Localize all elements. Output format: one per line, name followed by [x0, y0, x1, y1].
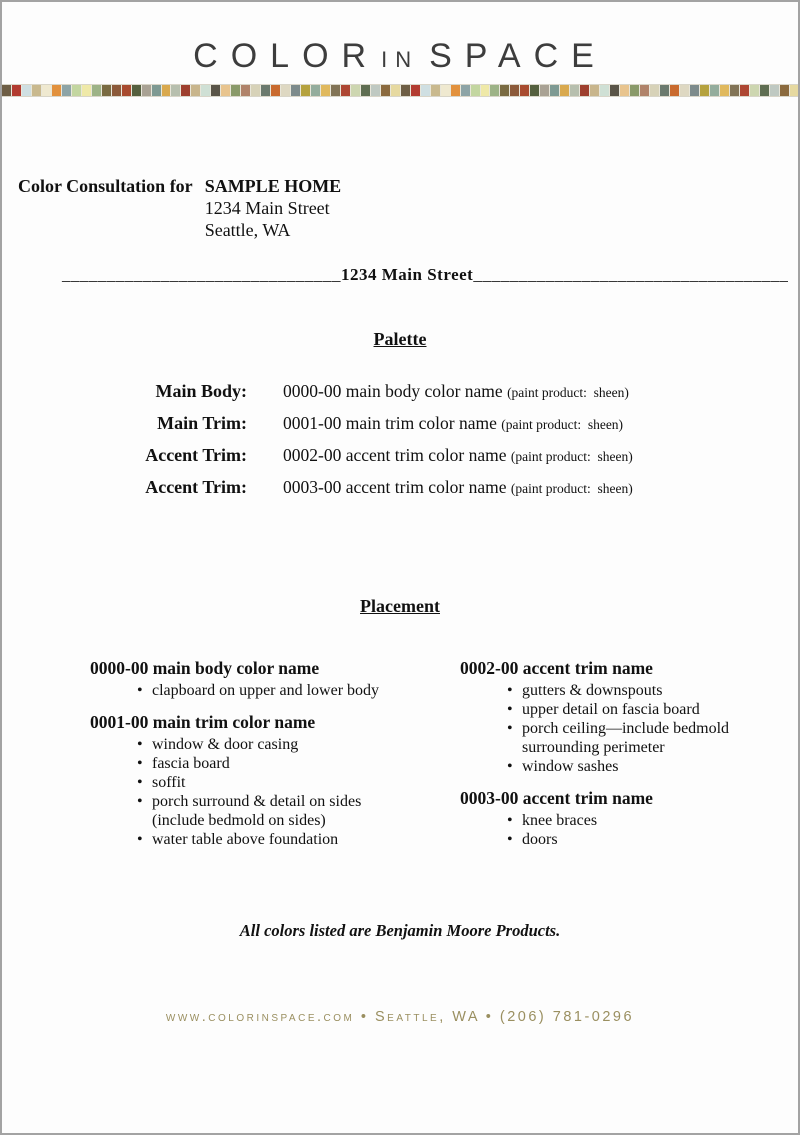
- stripe-tile: [62, 85, 71, 96]
- client-name: SAMPLE HOME: [204, 176, 342, 196]
- stripe-tile: [331, 85, 340, 96]
- stripe-tile: [142, 85, 151, 96]
- stripe-tile: [341, 85, 350, 96]
- stripe-tile: [510, 85, 519, 96]
- list-item: [507, 719, 800, 757]
- stripe-tile: [431, 85, 440, 96]
- stripe-tile: [351, 85, 360, 96]
- products-note: All colors listed are Benjamin Moore Products.: [239, 921, 561, 940]
- list-item-text: [522, 719, 729, 757]
- stripe-tile: [72, 85, 81, 96]
- stripe-tile: [600, 85, 609, 96]
- palette-row-value: [283, 472, 798, 504]
- stripe-tile: [670, 85, 679, 96]
- list-item: [507, 681, 800, 700]
- stripe-tile: [191, 85, 200, 96]
- stripe-tile: [361, 85, 370, 96]
- placement-left-column: [90, 657, 460, 849]
- stripe-tile: [132, 85, 141, 96]
- stripe-tile: [520, 85, 529, 96]
- stripe-tile: [500, 85, 509, 96]
- stripe-tile: [42, 85, 51, 96]
- list-item-text: • soffit: [152, 774, 186, 791]
- stripe-tile: [241, 85, 250, 96]
- list-item-text: [152, 792, 361, 830]
- palette-row-value: [283, 376, 798, 408]
- stripe-tile: [700, 85, 709, 96]
- stripe-tile: [730, 85, 739, 96]
- stripe-tile: [321, 85, 330, 96]
- palette-heading: Palette: [373, 329, 427, 349]
- stripe-tile: [261, 85, 270, 96]
- stripe-tile: [122, 85, 131, 96]
- stripe-tile: [301, 85, 310, 96]
- list-item-line1: porch ceiling—include bedmold: [522, 720, 730, 737]
- placement-columns: [2, 657, 798, 849]
- stripe-tile: [481, 85, 490, 96]
- list-item: [137, 735, 460, 754]
- street-line-right-fill: ___________________________________: [473, 265, 789, 284]
- stripe-tile: [530, 85, 539, 96]
- stripe-tile: [660, 85, 669, 96]
- stripe-tile: [770, 85, 779, 96]
- stripe-tile: [590, 85, 599, 96]
- paint-product-note: (paint product: sheen): [501, 417, 624, 432]
- stripe-tile: [32, 85, 41, 96]
- stripe-tile: [461, 85, 470, 96]
- stripe-tile: [371, 85, 380, 96]
- consultation-block: [18, 175, 798, 241]
- stripe-tile: [471, 85, 480, 96]
- palette-row-label: Main Trim:: [157, 413, 247, 433]
- stripe-tile: [391, 85, 400, 96]
- list-item-text: • fascia board: [152, 755, 230, 772]
- color-code-name: 0001-00 main trim color name: [283, 413, 497, 433]
- list-item-text: • knee braces: [522, 812, 598, 829]
- stripe-tile: [760, 85, 769, 96]
- consultation-label: Color Consultation for: [18, 176, 193, 196]
- placement-section-title: 0003-00 accent trim name: [460, 788, 653, 808]
- client-address-block: [205, 175, 342, 241]
- stripe-tile: [790, 85, 799, 96]
- company-logo: [193, 37, 607, 76]
- list-item: [137, 773, 460, 792]
- logo-word-space: SPACE: [429, 37, 607, 75]
- placement-list: [137, 735, 460, 849]
- stripe-tile: [630, 85, 639, 96]
- list-item-text: • window & door casing: [152, 736, 299, 753]
- list-item-text: • window sashes: [522, 758, 619, 775]
- stripe-tile: [231, 85, 240, 96]
- stripe-tile: [291, 85, 300, 96]
- list-item-text: • clapboard on upper and lower body: [152, 682, 380, 699]
- stripe-tile: [451, 85, 460, 96]
- stripe-tile: [411, 85, 420, 96]
- list-item-text: • gutters & downspouts: [522, 682, 663, 699]
- stripe-tile: [311, 85, 320, 96]
- placement-section-main-body: [90, 657, 460, 700]
- list-item: [507, 830, 800, 849]
- stripe-tile: [112, 85, 121, 96]
- stripe-tile: [421, 85, 430, 96]
- stripe-tile: [2, 85, 11, 96]
- color-code-name: 0000-00 main body color name: [283, 381, 503, 401]
- stripe-tile: [720, 85, 729, 96]
- placement-section-title: 0000-00 main body color name: [90, 658, 320, 678]
- stripe-tile: [92, 85, 101, 96]
- stripe-tile: [251, 85, 260, 96]
- stripe-tile: [401, 85, 410, 96]
- stripe-tile: [540, 85, 549, 96]
- stripe-tile: [152, 85, 161, 96]
- stripe-tile: [620, 85, 629, 96]
- stripe-tile: [271, 85, 280, 96]
- mosaic-stripe: [2, 84, 798, 97]
- palette-row-label: Accent Trim:: [145, 445, 247, 465]
- stripe-tile: [580, 85, 589, 96]
- stripe-tile: [211, 85, 220, 96]
- stripe-tile: [490, 85, 499, 96]
- stripe-tile: [52, 85, 61, 96]
- client-city: Seattle, WA: [204, 220, 291, 240]
- stripe-tile: [201, 85, 210, 96]
- list-item-text: • water table above foundation: [152, 831, 339, 848]
- stripe-tile: [281, 85, 290, 96]
- list-item-line2: (include bedmold on sides): [152, 812, 326, 829]
- stripe-tile: [441, 85, 450, 96]
- stripe-tile: [171, 85, 180, 96]
- stripe-tile: [22, 85, 31, 96]
- stripe-tile: [102, 85, 111, 96]
- stripe-tile: [381, 85, 390, 96]
- stripe-tile: [550, 85, 559, 96]
- palette-row-label: Accent Trim:: [145, 477, 247, 497]
- stripe-tile: [750, 85, 759, 96]
- stripe-tile: [740, 85, 749, 96]
- placement-section-main-trim: [90, 711, 460, 849]
- header: [2, 2, 798, 84]
- list-item: [507, 811, 800, 830]
- palette-table: [62, 376, 798, 504]
- stripe-tile: [690, 85, 699, 96]
- palette-row-value: [283, 408, 798, 440]
- list-item: [137, 792, 460, 830]
- logo-word-in: IN: [381, 47, 420, 72]
- stripe-tile: [710, 85, 719, 96]
- placement-right-column: [460, 657, 800, 849]
- list-item: [507, 757, 800, 776]
- street-line-text: 1234 Main Street: [341, 265, 474, 284]
- stripe-tile: [560, 85, 569, 96]
- stripe-tile: [221, 85, 230, 96]
- list-item-line1: porch surround & detail on sides: [152, 793, 362, 810]
- list-item-text: • doors: [522, 831, 558, 848]
- color-code-name: 0002-00 accent trim color name: [283, 445, 507, 465]
- list-item: [137, 754, 460, 773]
- color-code-name: 0003-00 accent trim color name: [283, 477, 507, 497]
- paint-product-note: (paint product: sheen): [510, 449, 633, 464]
- footer-contact-line: www.colorinspace.com • Seattle, WA • (206) 781-0296: [165, 1009, 635, 1025]
- stripe-tile: [650, 85, 659, 96]
- placement-list: [137, 681, 460, 700]
- paint-product-note: (paint product: sheen): [507, 385, 629, 400]
- stripe-tile: [570, 85, 579, 96]
- street-title-line: [2, 265, 798, 285]
- placement-section-accent-trim-1: [460, 657, 800, 776]
- stripe-tile: [640, 85, 649, 96]
- client-street: 1234 Main Street: [204, 198, 330, 218]
- stripe-tile: [162, 85, 171, 96]
- palette-row-value: [283, 440, 798, 472]
- placement-section-title: 0001-00 main trim color name: [90, 712, 316, 732]
- stripe-tile: [680, 85, 689, 96]
- placement-heading: Placement: [360, 596, 440, 616]
- list-item: [507, 700, 800, 719]
- stripe-tile: [610, 85, 619, 96]
- street-line-left-fill: _______________________________: [62, 265, 341, 284]
- stripe-tile: [181, 85, 190, 96]
- list-item-line2: surrounding perimeter: [522, 739, 665, 756]
- list-item: [137, 681, 460, 700]
- palette-row-label: Main Body:: [155, 381, 247, 401]
- list-item: [137, 830, 460, 849]
- placement-list: [507, 681, 800, 776]
- paint-product-note: (paint product: sheen): [510, 481, 633, 496]
- placement-list: [507, 811, 800, 849]
- placement-section-accent-trim-2: [460, 787, 800, 849]
- stripe-tile: [82, 85, 91, 96]
- stripe-tile: [780, 85, 789, 96]
- logo-word-color: COLOR: [193, 37, 380, 75]
- stripe-tile: [12, 85, 21, 96]
- list-item-text: • upper detail on fascia board: [522, 701, 700, 718]
- placement-section-title: 0002-00 accent trim name: [460, 658, 653, 678]
